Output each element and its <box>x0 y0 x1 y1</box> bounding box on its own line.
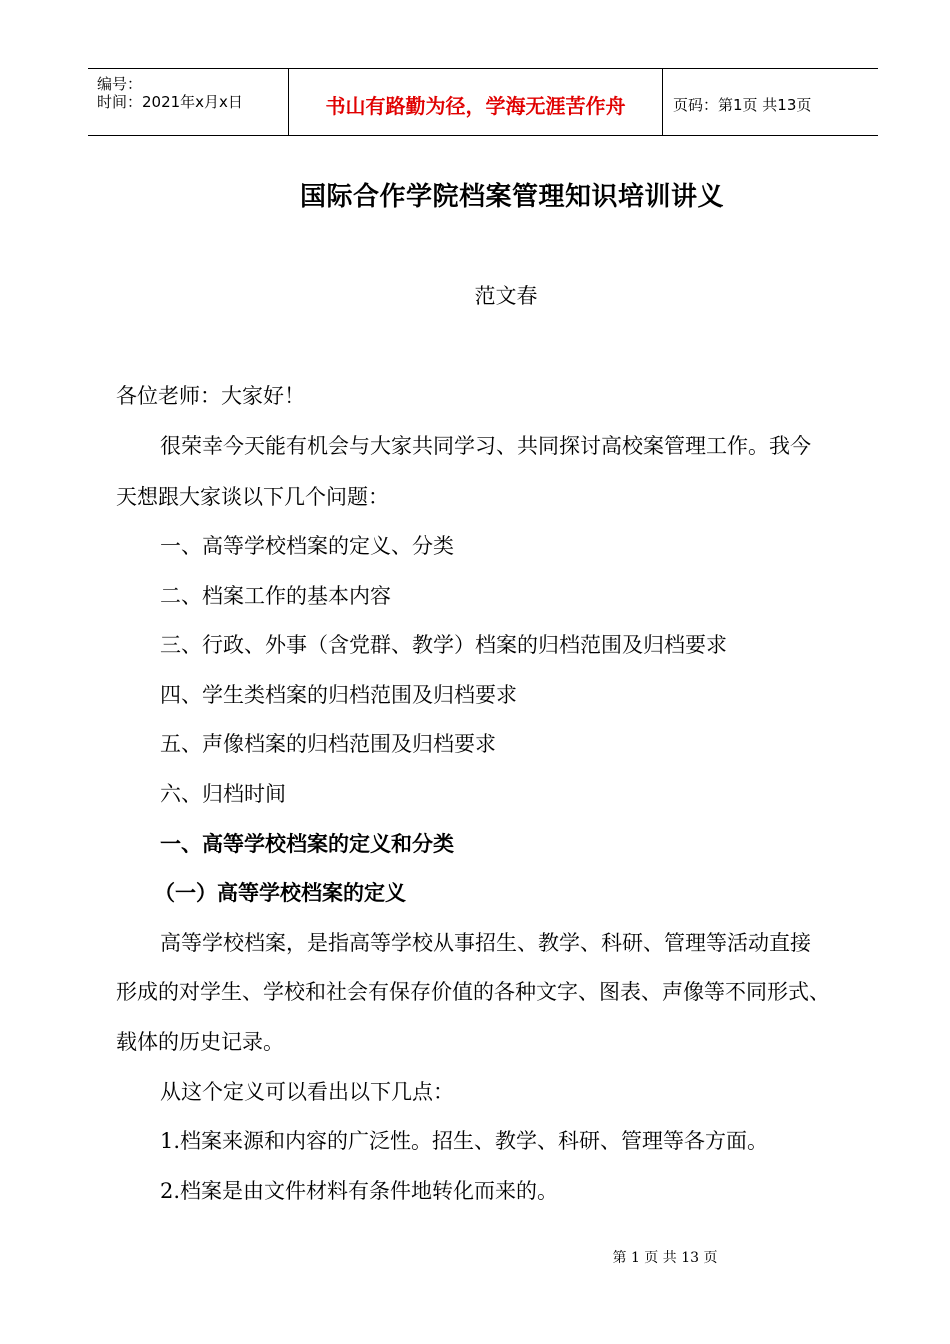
point-1: 1.档案来源和内容的广泛性。招生、教学、科研、管理等各方面。 <box>160 1129 769 1153</box>
definition-line-1: 高等学校档案，是指高等学校从事招生、教学、科研、管理等活动直接 <box>160 931 811 955</box>
document-title: 国际合作学院档案管理知识培训讲义 <box>299 182 724 212</box>
intro-line-2: 天想跟大家谈以下几个问题： <box>116 485 389 509</box>
list-item-6: 六、归档时间 <box>160 782 286 806</box>
greeting: 各位老师：大家好！ <box>116 384 305 408</box>
list-item-4: 四、学生类档案的归档范围及归档要求 <box>160 683 517 707</box>
list-item-5: 五、声像档案的归档范围及归档要求 <box>160 732 496 756</box>
number-label: 编号： <box>97 75 143 93</box>
subsection-heading: （一）高等学校档案的定义 <box>154 881 406 905</box>
header-table <box>88 68 878 136</box>
time-label: 时间：2021年x月x日 <box>97 93 243 111</box>
point-2: 2.档案是由文件材料有条件地转化而来的。 <box>160 1179 559 1203</box>
intro-line-1: 很荣幸今天能有机会与大家共同学习、共同探讨高校案管理工作。我今 <box>160 434 811 458</box>
points-intro: 从这个定义可以看出以下几点： <box>160 1080 454 1104</box>
document-author: 范文春 <box>474 284 538 308</box>
header-page-info: 页码：第1页 共13页 <box>673 95 812 114</box>
header-meta-cell <box>88 69 289 135</box>
definition-line-2: 形成的对学生、学校和社会有保存价值的各种文字、图表、声像等不同形式、 <box>116 980 830 1004</box>
section-heading: 一、高等学校档案的定义和分类 <box>160 832 454 856</box>
list-item-2: 二、档案工作的基本内容 <box>160 584 391 608</box>
list-item-3: 三、行政、外事（含党群、教学）档案的归档范围及归档要求 <box>160 633 727 657</box>
header-motto: 书山有路勤为径，学海无涯苦作舟 <box>289 69 663 135</box>
list-item-1: 一、高等学校档案的定义、分类 <box>160 534 454 558</box>
definition-line-3: 载体的历史记录。 <box>116 1030 284 1054</box>
page-footer: 第 1 页 共 13 页 <box>612 1250 718 1266</box>
